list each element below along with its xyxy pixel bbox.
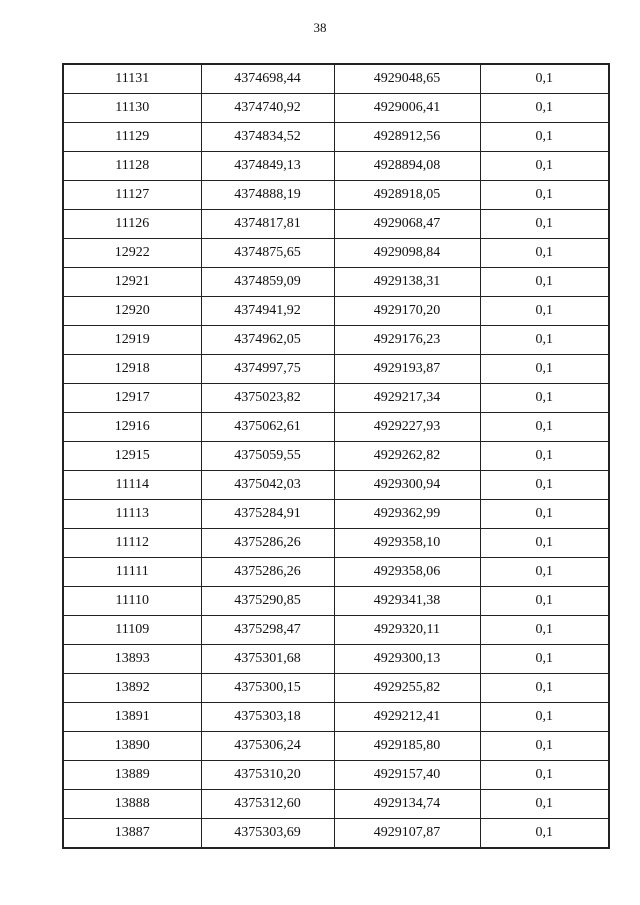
accuracy-cell: 0,1 xyxy=(480,64,609,94)
table-row xyxy=(63,384,609,413)
accuracy-cell: 0,1 xyxy=(480,732,609,761)
y-coordinate-cell: 4929341,38 xyxy=(334,587,480,616)
point-number-cell: 11128 xyxy=(63,152,201,181)
table-row xyxy=(63,674,609,703)
point-number-cell: 12916 xyxy=(63,413,201,442)
table-row xyxy=(63,268,609,297)
table-row xyxy=(63,645,609,674)
x-coordinate-cell: 4375298,47 xyxy=(201,616,334,645)
x-coordinate-cell: 4375301,68 xyxy=(201,645,334,674)
x-coordinate-cell: 4374875,65 xyxy=(201,239,334,268)
accuracy-cell: 0,1 xyxy=(480,616,609,645)
x-coordinate-cell: 4375290,85 xyxy=(201,587,334,616)
point-number-cell: 11110 xyxy=(63,587,201,616)
table-row xyxy=(63,616,609,645)
x-coordinate-cell: 4375310,20 xyxy=(201,761,334,790)
y-coordinate-cell: 4928912,56 xyxy=(334,123,480,152)
point-number-cell: 11112 xyxy=(63,529,201,558)
table-row xyxy=(63,587,609,616)
y-coordinate-cell: 4929300,94 xyxy=(334,471,480,500)
point-number-cell: 13887 xyxy=(63,819,201,849)
accuracy-cell: 0,1 xyxy=(480,268,609,297)
accuracy-cell: 0,1 xyxy=(480,152,609,181)
accuracy-cell: 0,1 xyxy=(480,761,609,790)
table-row xyxy=(63,413,609,442)
x-coordinate-cell: 4374834,52 xyxy=(201,123,334,152)
accuracy-cell: 0,1 xyxy=(480,413,609,442)
y-coordinate-cell: 4929320,11 xyxy=(334,616,480,645)
y-coordinate-cell: 4929134,74 xyxy=(334,790,480,819)
y-coordinate-cell: 4928918,05 xyxy=(334,181,480,210)
y-coordinate-cell: 4929185,80 xyxy=(334,732,480,761)
x-coordinate-cell: 4375303,69 xyxy=(201,819,334,849)
accuracy-cell: 0,1 xyxy=(480,384,609,413)
x-coordinate-cell: 4375303,18 xyxy=(201,703,334,732)
point-number-cell: 13888 xyxy=(63,790,201,819)
x-coordinate-cell: 4375286,26 xyxy=(201,558,334,587)
x-coordinate-cell: 4374817,81 xyxy=(201,210,334,239)
x-coordinate-cell: 4374698,44 xyxy=(201,64,334,94)
y-coordinate-cell: 4929255,82 xyxy=(334,674,480,703)
point-number-cell: 12922 xyxy=(63,239,201,268)
table-row xyxy=(63,558,609,587)
table-row xyxy=(63,790,609,819)
table-row xyxy=(63,326,609,355)
accuracy-cell: 0,1 xyxy=(480,529,609,558)
point-number-cell: 11114 xyxy=(63,471,201,500)
y-coordinate-cell: 4929358,10 xyxy=(334,529,480,558)
x-coordinate-cell: 4375042,03 xyxy=(201,471,334,500)
coordinates-table-body xyxy=(63,64,609,848)
x-coordinate-cell: 4375306,24 xyxy=(201,732,334,761)
table-row xyxy=(63,732,609,761)
y-coordinate-cell: 4929098,84 xyxy=(334,239,480,268)
point-number-cell: 11129 xyxy=(63,123,201,152)
table-row xyxy=(63,703,609,732)
y-coordinate-cell: 4929212,41 xyxy=(334,703,480,732)
point-number-cell: 12919 xyxy=(63,326,201,355)
accuracy-cell: 0,1 xyxy=(480,790,609,819)
table-row xyxy=(63,500,609,529)
y-coordinate-cell: 4929300,13 xyxy=(334,645,480,674)
x-coordinate-cell: 4375059,55 xyxy=(201,442,334,471)
x-coordinate-cell: 4374849,13 xyxy=(201,152,334,181)
accuracy-cell: 0,1 xyxy=(480,123,609,152)
y-coordinate-cell: 4929217,34 xyxy=(334,384,480,413)
x-coordinate-cell: 4374941,92 xyxy=(201,297,334,326)
accuracy-cell: 0,1 xyxy=(480,326,609,355)
table-row xyxy=(63,442,609,471)
accuracy-cell: 0,1 xyxy=(480,471,609,500)
y-coordinate-cell: 4929157,40 xyxy=(334,761,480,790)
point-number-cell: 12917 xyxy=(63,384,201,413)
y-coordinate-cell: 4929107,87 xyxy=(334,819,480,849)
y-coordinate-cell: 4929170,20 xyxy=(334,297,480,326)
table-row xyxy=(63,471,609,500)
coordinates-table xyxy=(62,63,610,849)
point-number-cell: 11126 xyxy=(63,210,201,239)
x-coordinate-cell: 4374740,92 xyxy=(201,94,334,123)
accuracy-cell: 0,1 xyxy=(480,210,609,239)
accuracy-cell: 0,1 xyxy=(480,558,609,587)
page-number: 38 xyxy=(313,20,327,35)
point-number-cell: 13892 xyxy=(63,674,201,703)
accuracy-cell: 0,1 xyxy=(480,355,609,384)
accuracy-cell: 0,1 xyxy=(480,819,609,849)
point-number-cell: 12915 xyxy=(63,442,201,471)
accuracy-cell: 0,1 xyxy=(480,297,609,326)
y-coordinate-cell: 4929262,82 xyxy=(334,442,480,471)
point-number-cell: 12921 xyxy=(63,268,201,297)
table-row xyxy=(63,210,609,239)
point-number-cell: 13891 xyxy=(63,703,201,732)
y-coordinate-cell: 4928894,08 xyxy=(334,152,480,181)
point-number-cell: 12920 xyxy=(63,297,201,326)
x-coordinate-cell: 4374888,19 xyxy=(201,181,334,210)
x-coordinate-cell: 4375023,82 xyxy=(201,384,334,413)
y-coordinate-cell: 4929068,47 xyxy=(334,210,480,239)
x-coordinate-cell: 4374859,09 xyxy=(201,268,334,297)
point-number-cell: 13890 xyxy=(63,732,201,761)
accuracy-cell: 0,1 xyxy=(480,645,609,674)
point-number-cell: 13889 xyxy=(63,761,201,790)
table-row xyxy=(63,819,609,849)
accuracy-cell: 0,1 xyxy=(480,94,609,123)
x-coordinate-cell: 4375312,60 xyxy=(201,790,334,819)
y-coordinate-cell: 4929358,06 xyxy=(334,558,480,587)
point-number-cell: 11127 xyxy=(63,181,201,210)
table-row xyxy=(63,239,609,268)
y-coordinate-cell: 4929362,99 xyxy=(334,500,480,529)
y-coordinate-cell: 4929006,41 xyxy=(334,94,480,123)
point-number-cell: 11113 xyxy=(63,500,201,529)
point-number-cell: 12918 xyxy=(63,355,201,384)
x-coordinate-cell: 4374997,75 xyxy=(201,355,334,384)
x-coordinate-cell: 4375284,91 xyxy=(201,500,334,529)
point-number-cell: 11131 xyxy=(63,64,201,94)
x-coordinate-cell: 4375300,15 xyxy=(201,674,334,703)
accuracy-cell: 0,1 xyxy=(480,442,609,471)
table-row xyxy=(63,152,609,181)
point-number-cell: 11109 xyxy=(63,616,201,645)
y-coordinate-cell: 4929227,93 xyxy=(334,413,480,442)
table-row xyxy=(63,181,609,210)
point-number-cell: 13893 xyxy=(63,645,201,674)
table-row xyxy=(63,297,609,326)
accuracy-cell: 0,1 xyxy=(480,239,609,268)
y-coordinate-cell: 4929048,65 xyxy=(334,64,480,94)
accuracy-cell: 0,1 xyxy=(480,674,609,703)
table-row xyxy=(63,355,609,384)
table-row xyxy=(63,123,609,152)
x-coordinate-cell: 4375286,26 xyxy=(201,529,334,558)
x-coordinate-cell: 4375062,61 xyxy=(201,413,334,442)
point-number-cell: 11130 xyxy=(63,94,201,123)
table-row xyxy=(63,94,609,123)
accuracy-cell: 0,1 xyxy=(480,500,609,529)
table-row xyxy=(63,64,609,94)
accuracy-cell: 0,1 xyxy=(480,587,609,616)
table-row xyxy=(63,529,609,558)
x-coordinate-cell: 4374962,05 xyxy=(201,326,334,355)
point-number-cell: 11111 xyxy=(63,558,201,587)
y-coordinate-cell: 4929176,23 xyxy=(334,326,480,355)
accuracy-cell: 0,1 xyxy=(480,181,609,210)
table-row xyxy=(63,761,609,790)
y-coordinate-cell: 4929138,31 xyxy=(334,268,480,297)
accuracy-cell: 0,1 xyxy=(480,703,609,732)
y-coordinate-cell: 4929193,87 xyxy=(334,355,480,384)
